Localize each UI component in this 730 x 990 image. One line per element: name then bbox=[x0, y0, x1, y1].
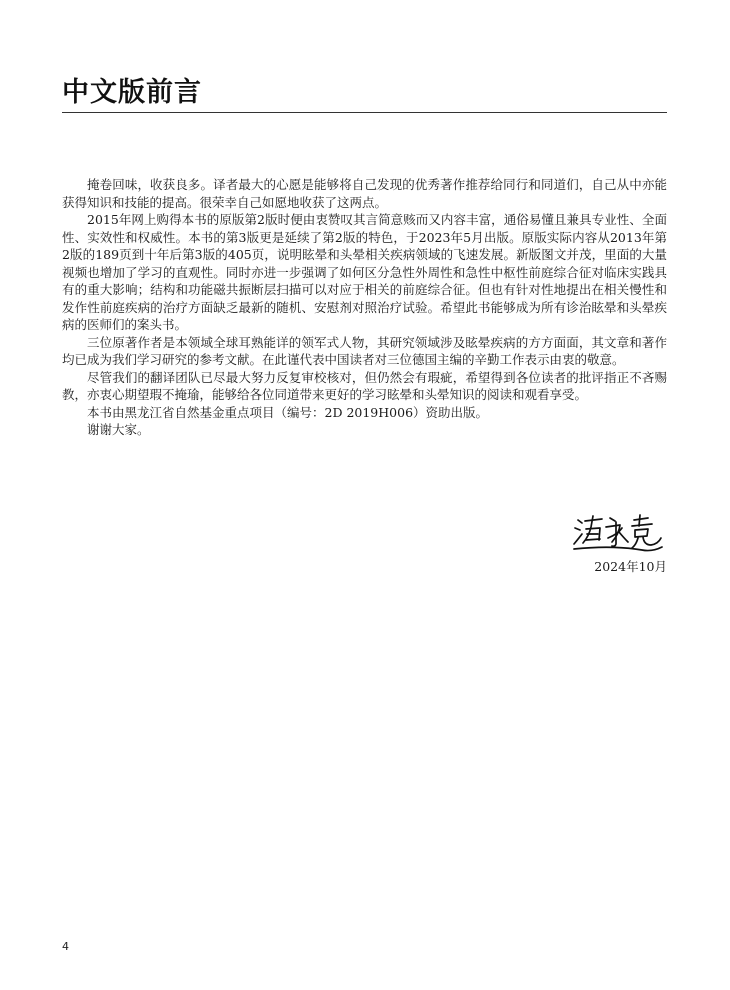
title-divider bbox=[62, 112, 667, 113]
page-number: 4 bbox=[62, 940, 69, 953]
paragraph-2: 2015年网上购得本书的原版第2版时便由衷赞叹其言简意赅而又内容丰富，通俗易懂且兼具专业性、全面性、实效性和权威性。本书的第3版更是延续了第2版的特色，于2023年5月出版。原版实际内容从2013年第2版的189页到十年后第3版的405页，说明眩晕和头晕相关疾病领域的飞速发展。新版图文并茂，里面的大量视频也增加了学习的直观性。同时亦进一步强调了如何区分急性外周性和急性中枢性前庭综合征对临床实践具有的重大影响；结构和功能磁共振断层扫描可以对应于相关的前庭综合征。但也有针对性地提出在相关慢性和发作性前庭疾病的治疗方面缺乏最新的随机、安慰剂对照治疗试验。希望此书能够成为所有诊治眩晕和头晕疾病的医师们的案头书。 bbox=[62, 212, 667, 332]
paragraph-3: 三位原著作者是本领域全球耳熟能详的领军式人物，其研究领域涉及眩晕疾病的方方面面，其文章和著作均已成为我们学习研究的参考文献。在此谨代表中国读者对三位德国主编的辛勤工作表示由衷的敬意。 bbox=[62, 334, 667, 367]
paragraph-4: 尽管我们的翻译团队已尽最大努力反复审校核对，但仍然会有瑕疵，希望得到各位读者的批评指正不吝赐教，亦衷心期望瑕不掩瑜，能够给各位同道带来更好的学习眩晕和头晕知识的阅读和观看享受。 bbox=[62, 369, 667, 402]
preface-body bbox=[62, 176, 667, 439]
paragraph-5: 本书由黑龙江省自然基金重点项目（编号：2D 2019H006）资助出版。 bbox=[87, 404, 489, 420]
handwritten-signature bbox=[572, 514, 664, 554]
paragraph-6: 谢谢大家。 bbox=[87, 422, 150, 437]
paragraph-1: 掩卷回味，收获良多。译者最大的心愿是能够将自己发现的优秀著作推荐给同行和同道们，自己从中亦能获得知识和技能的提高。很荣幸自己如愿地收获了这两点。 bbox=[62, 177, 667, 210]
page-title: 中文版前言 bbox=[62, 77, 202, 108]
signature-date: 2024年10月 bbox=[594, 559, 667, 574]
